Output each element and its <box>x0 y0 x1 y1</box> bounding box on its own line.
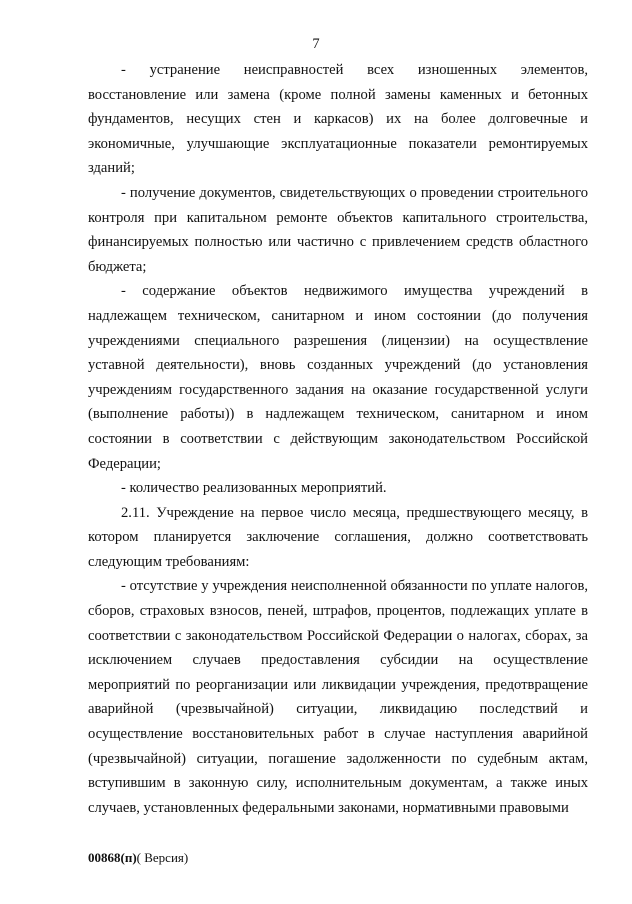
paragraph-repair: - устранение неисправностей всех изношенных элементов, восстановление или замена (кроме полной замены каменных и бетонных фундаментов, несущих стен и каркасов) их на более долговечные и экономичные, улучшающие эксплуатационные показатели ремонтируемых зданий; <box>88 62 588 177</box>
document-code: 00868(п) <box>88 850 137 865</box>
paragraph-events-count: - количество реализованных мероприятий. <box>121 480 387 497</box>
page-number: 7 <box>312 36 320 52</box>
paragraph-section-2-11: 2.11. Учреждение на первое число месяца, предшествующего месяцу, в котором планируется заключение соглашения, должно соответствовать следующим требованиям: <box>88 504 588 570</box>
paragraph-tax-debts: - отсутствие у учреждения неисполненной обязанности по уплате налогов, сборов, страховых взносов, пеней, штрафов, процентов, подлежащих уплате в соответствии с законодательством Российской Федерации о налогах, сборах, за исключением случаев предоставления субсидии на осуществление мероприятий по реорганизации или ликвидации учреждения, предотвращение аварийной (чрезвычайной) ситуации, ликвидацию последствий и осуществление восстановительных работ в случае наступления аварийной (чрезвычайной) ситуации, погашение задолженности по судебным актам, вступившим в законную силу, исполнительным документам, а также иных случаев, установленных федеральными законами, нормативными правовыми <box>88 578 588 816</box>
document-version: ( Версия) <box>136 850 189 865</box>
paragraph-property-maintenance: - содержание объектов недвижимого имущества учреждений в надлежащем техническом, санитарном и ином состоянии (до получения учреждениями специального разрешения (лицензии) на осуществление уставной деятельности), вновь созданных учреждений (до установления учреждениям государственного задания на оказание государственной услуги (выполнение работы)) в надлежащем техническом, санитарном и ином состоянии в соответствии с действующим законодательством Российской Федерации; <box>88 283 588 472</box>
paragraph-construction-control: - получение документов, свидетельствующих о проведении строительного контроля при капитальном ремонте объектов капитального строительства, финансируемых полностью или частично с привлечением средств областного бюджета; <box>88 184 588 275</box>
document-body <box>88 58 588 820</box>
document-footer <box>88 850 188 866</box>
